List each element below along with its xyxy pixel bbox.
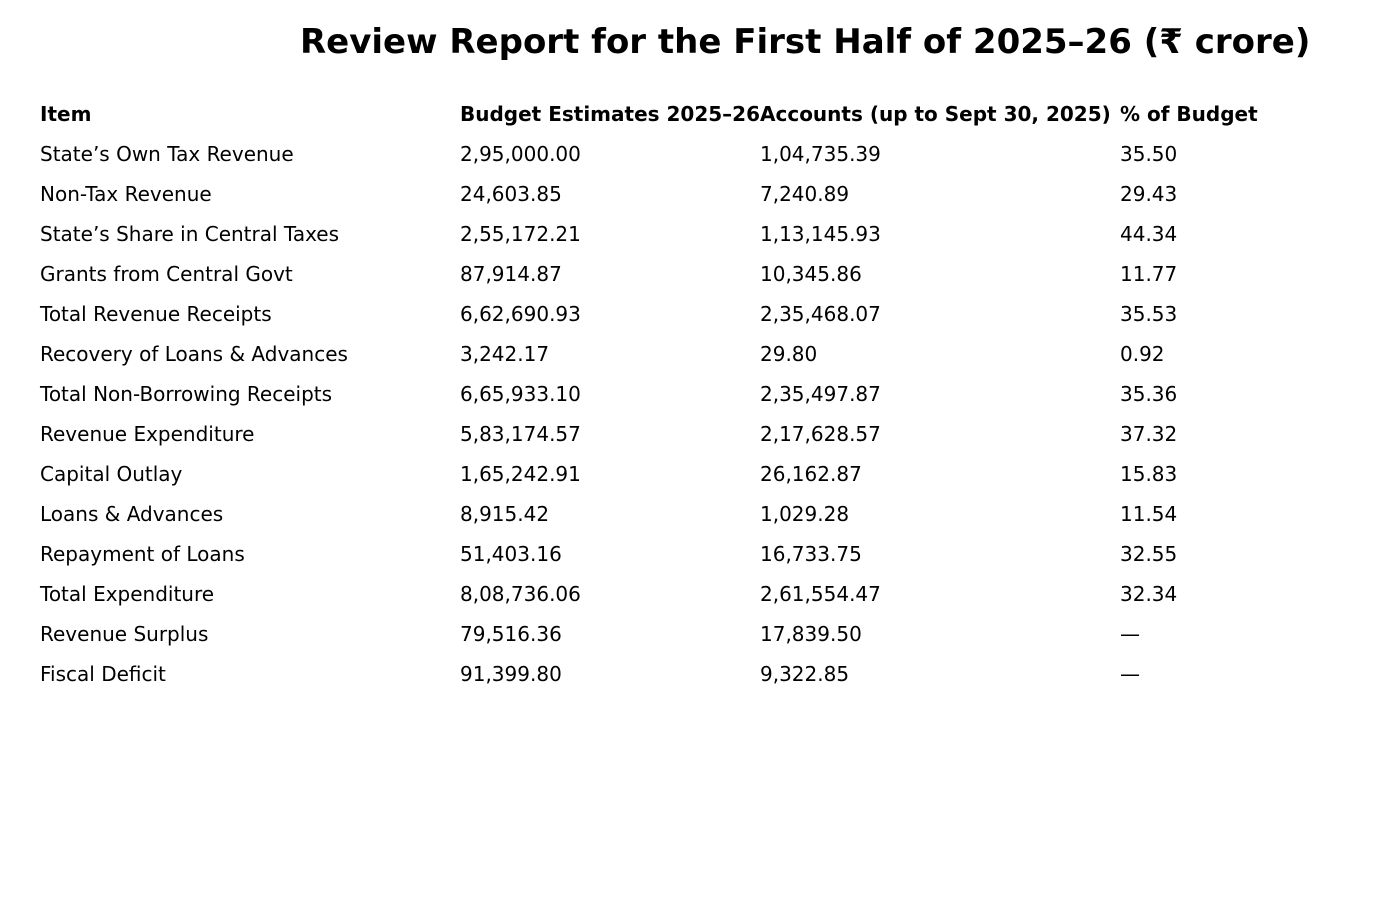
table-row (40, 454, 1380, 494)
cell-percent-of-budget: 32.55 (1120, 542, 1178, 566)
cell-budget-estimate: 2,95,000.00 (460, 142, 581, 166)
cell-accounts: 2,61,554.47 (760, 582, 881, 606)
table-row (40, 534, 1380, 574)
cell-percent-of-budget: 35.53 (1120, 302, 1178, 326)
cell-item: Capital Outlay (40, 462, 183, 486)
cell-budget-estimate: 6,62,690.93 (460, 302, 581, 326)
cell-item: Fiscal Deficit (40, 662, 166, 686)
table-row (40, 334, 1380, 374)
cell-percent-of-budget: 15.83 (1120, 462, 1178, 486)
table-row (40, 134, 1380, 174)
cell-item: Repayment of Loans (40, 542, 245, 566)
table-row (40, 574, 1380, 614)
table-row (40, 654, 1380, 694)
cell-percent-of-budget: 11.77 (1120, 262, 1178, 286)
cell-percent-of-budget: 0.92 (1120, 342, 1165, 366)
cell-percent-of-budget: 35.36 (1120, 382, 1178, 406)
cell-accounts: 10,345.86 (760, 262, 862, 286)
cell-percent-of-budget: 11.54 (1120, 502, 1178, 526)
table-row (40, 614, 1380, 654)
table-body (40, 134, 1380, 694)
cell-item: Grants from Central Govt (40, 262, 293, 286)
table-row (40, 294, 1380, 334)
table-row (40, 254, 1380, 294)
page-title: Review Report for the First Half of 2025–26 (₹ crore) (300, 22, 1311, 62)
cell-item: Total Expenditure (40, 582, 215, 606)
cell-accounts: 2,17,628.57 (760, 422, 881, 446)
cell-percent-of-budget: 29.43 (1120, 182, 1178, 206)
cell-item: Revenue Surplus (40, 622, 209, 646)
cell-accounts: 29.80 (760, 342, 818, 366)
table-row (40, 494, 1380, 534)
cell-budget-estimate: 1,65,242.91 (460, 462, 581, 486)
cell-item: Non-Tax Revenue (40, 182, 212, 206)
cell-accounts: 17,839.50 (760, 622, 862, 646)
cell-accounts: 1,13,145.93 (760, 222, 881, 246)
cell-accounts: 9,322.85 (760, 662, 850, 686)
table-row (40, 214, 1380, 254)
cell-accounts: 7,240.89 (760, 182, 850, 206)
cell-accounts: 26,162.87 (760, 462, 862, 486)
cell-budget-estimate: 24,603.85 (460, 182, 562, 206)
table-row (40, 374, 1380, 414)
cell-item: Revenue Expenditure (40, 422, 255, 446)
cell-item: State’s Own Tax Revenue (40, 142, 294, 166)
cell-percent-of-budget: — (1120, 662, 1140, 686)
cell-item: State’s Share in Central Taxes (40, 222, 340, 246)
report-table (40, 94, 1380, 694)
table-row (40, 414, 1380, 454)
header-budget-estimates: Budget Estimates 2025–26 (460, 102, 761, 126)
cell-budget-estimate: 8,08,736.06 (460, 582, 581, 606)
header-item: Item (40, 102, 92, 126)
cell-budget-estimate: 91,399.80 (460, 662, 562, 686)
cell-accounts: 16,733.75 (760, 542, 862, 566)
cell-percent-of-budget: — (1120, 622, 1140, 646)
cell-accounts: 2,35,468.07 (760, 302, 881, 326)
header-accounts: Accounts (up to Sept 30, 2025) (760, 102, 1111, 126)
cell-item: Recovery of Loans & Advances (40, 342, 348, 366)
cell-budget-estimate: 79,516.36 (460, 622, 562, 646)
cell-budget-estimate: 2,55,172.21 (460, 222, 581, 246)
cell-percent-of-budget: 35.50 (1120, 142, 1178, 166)
header-percent-of-budget: % of Budget (1120, 102, 1258, 126)
cell-budget-estimate: 8,915.42 (460, 502, 550, 526)
cell-item: Total Non-Borrowing Receipts (40, 382, 333, 406)
cell-item: Total Revenue Receipts (40, 302, 272, 326)
cell-accounts: 2,35,497.87 (760, 382, 881, 406)
table-header-row (40, 94, 1380, 134)
cell-percent-of-budget: 37.32 (1120, 422, 1178, 446)
cell-item: Loans & Advances (40, 502, 224, 526)
cell-percent-of-budget: 44.34 (1120, 222, 1178, 246)
cell-budget-estimate: 5,83,174.57 (460, 422, 581, 446)
table-row (40, 174, 1380, 214)
cell-accounts: 1,04,735.39 (760, 142, 881, 166)
cell-budget-estimate: 87,914.87 (460, 262, 562, 286)
cell-percent-of-budget: 32.34 (1120, 582, 1178, 606)
cell-budget-estimate: 6,65,933.10 (460, 382, 581, 406)
cell-budget-estimate: 3,242.17 (460, 342, 550, 366)
cell-accounts: 1,029.28 (760, 502, 850, 526)
cell-budget-estimate: 51,403.16 (460, 542, 562, 566)
